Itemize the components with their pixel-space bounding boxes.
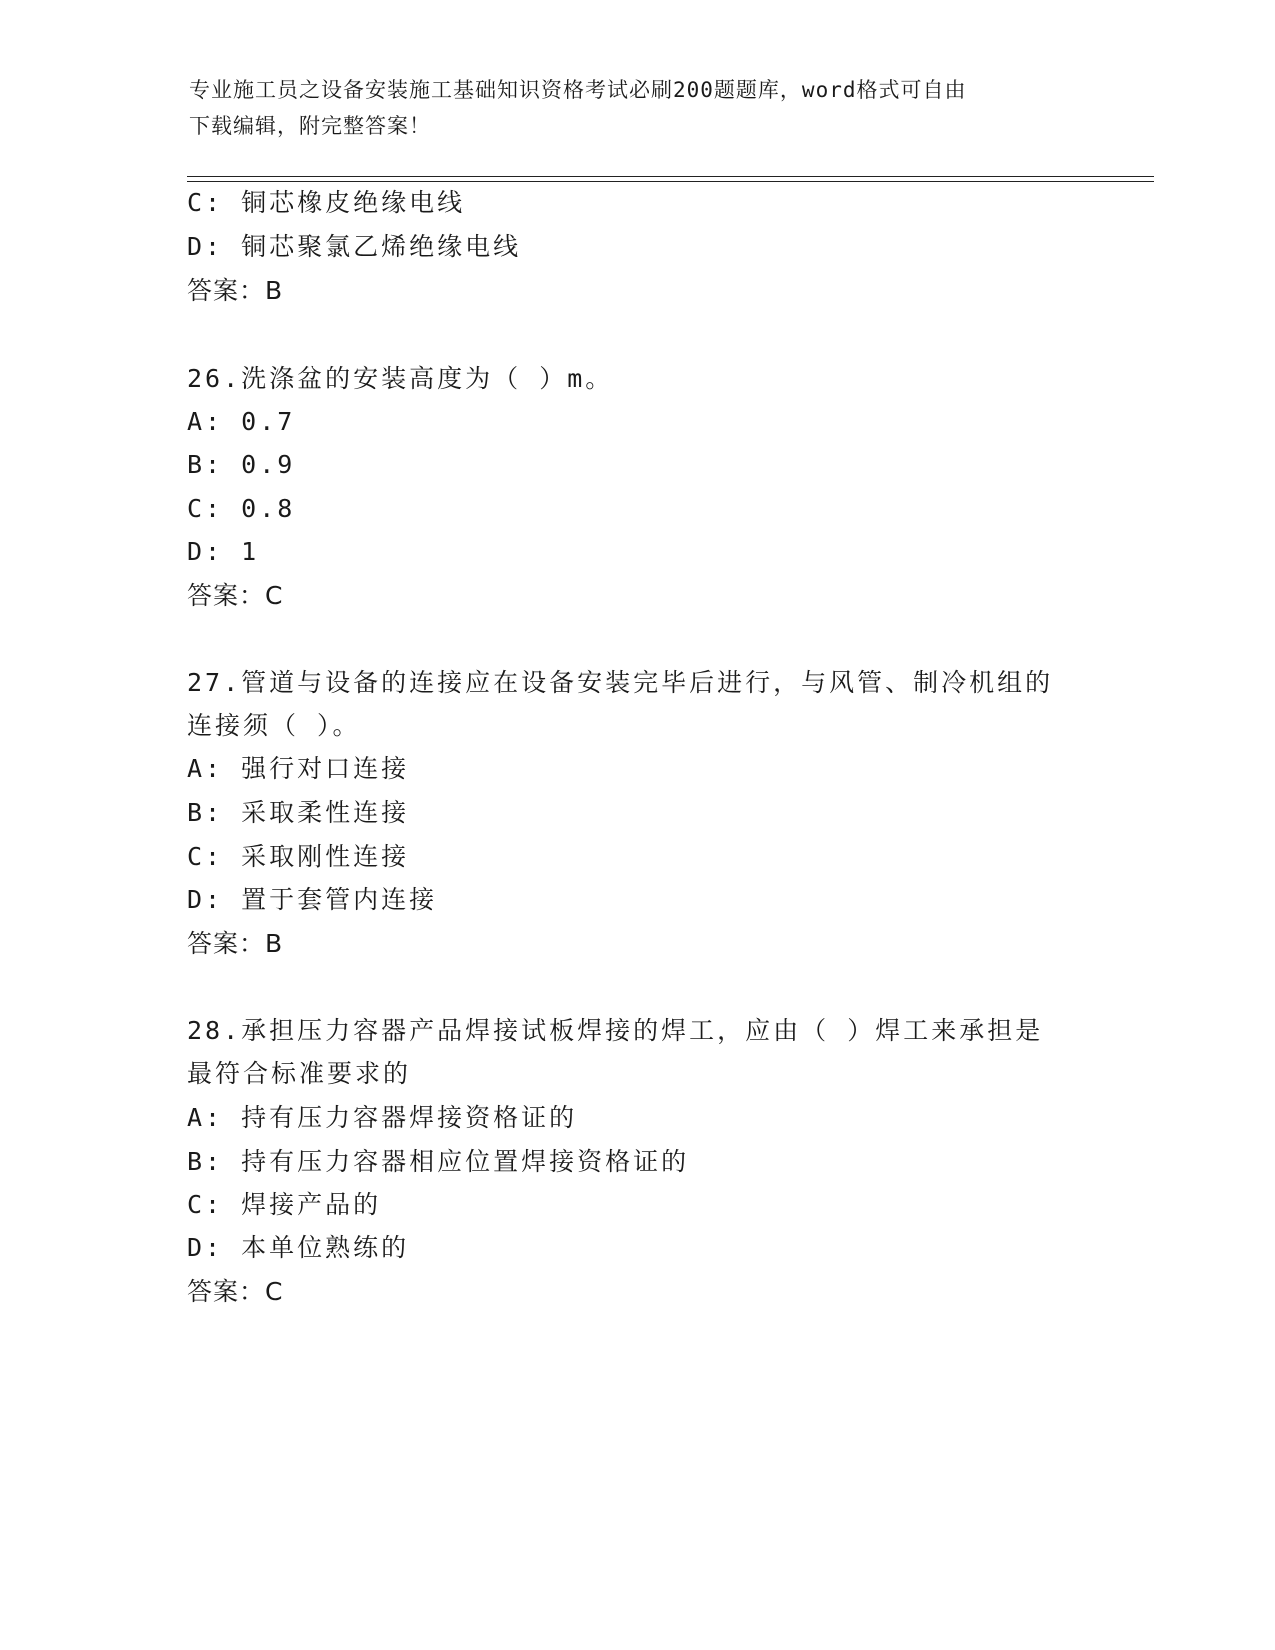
document-header	[189, 72, 1069, 144]
q27-stem-line-2: 连接须（ ）。	[187, 711, 361, 740]
q28-option-c: C: 焊接产品的	[187, 1190, 382, 1219]
q28-option-b: B: 持有压力容器相应位置焊接资格证的	[187, 1147, 690, 1176]
q28-stem-line-2: 最符合标准要求的	[187, 1059, 412, 1088]
q26-option-a: A: 0.7	[187, 407, 296, 436]
prev-option-d: D: 铜芯聚氯乙烯绝缘电线	[187, 232, 522, 261]
q28-option-a: A: 持有压力容器焊接资格证的	[187, 1103, 578, 1132]
q26-answer: 答案：C	[187, 581, 284, 610]
q28-option-d: D: 本单位熟练的	[187, 1233, 410, 1262]
q26-option-c: C: 0.8	[187, 494, 296, 523]
q27-answer: 答案：B	[187, 929, 284, 958]
header-divider-top	[187, 176, 1154, 177]
prev-option-c: C: 铜芯橡皮绝缘电线	[187, 188, 466, 217]
header-title-line-1: 专业施工员之设备安装施工基础知识资格考试必刷200题题库，word格式可自由	[189, 78, 967, 102]
q27-option-b: B: 采取柔性连接	[187, 798, 410, 827]
q28-stem-line-1: 28.承担压力容器产品焊接试板焊接的焊工，应由（ ）焊工来承担是	[187, 1016, 1044, 1045]
q26-stem: 26.洗涤盆的安装高度为（ ）m。	[187, 364, 614, 393]
q28-answer: 答案：C	[187, 1277, 284, 1306]
header-title-line-2: 下载编辑，附完整答案！	[189, 114, 431, 138]
header-divider-bottom	[187, 181, 1154, 182]
q27-stem-line-1: 27.管道与设备的连接应在设备安装完毕后进行，与风管、制冷机组的	[187, 668, 1054, 697]
q27-option-c: C: 采取刚性连接	[187, 842, 410, 871]
q26-option-b: B: 0.9	[187, 450, 296, 479]
q26-option-d: D: 1	[187, 537, 260, 566]
prev-answer: 答案：B	[187, 276, 284, 305]
q27-option-a: A: 强行对口连接	[187, 754, 410, 783]
q27-option-d: D: 置于套管内连接	[187, 885, 438, 914]
